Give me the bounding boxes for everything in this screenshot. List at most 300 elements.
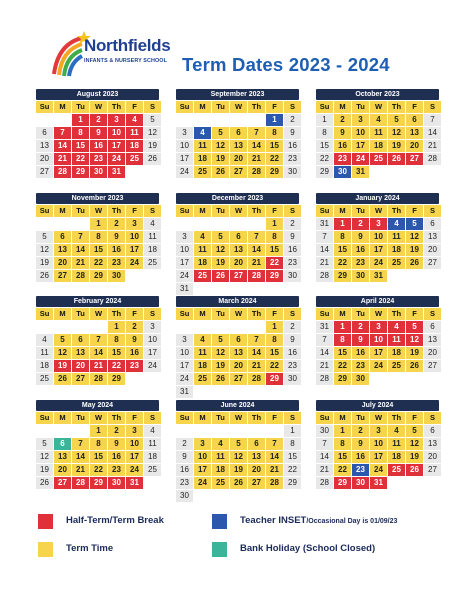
month-calendar: [36, 296, 159, 385]
empty-day-cell: [248, 321, 265, 333]
weekday-header: Th: [248, 308, 265, 320]
day-cell: 16: [90, 140, 107, 152]
month-title: September 2023: [176, 89, 299, 100]
day-cell: 5: [54, 334, 71, 346]
day-cell: 10: [370, 231, 387, 243]
day-cell: 10: [144, 334, 161, 346]
month-day-grid: [316, 308, 441, 385]
day-cell: 5: [406, 321, 423, 333]
day-cell: 19: [406, 244, 423, 256]
day-cell: 16: [284, 347, 301, 359]
day-cell: 11: [212, 451, 229, 463]
weekday-header: Tu: [72, 101, 89, 113]
day-cell: 20: [424, 451, 441, 463]
day-cell: 1: [266, 114, 283, 126]
day-cell: 16: [126, 347, 143, 359]
day-cell: 25: [370, 153, 387, 165]
day-cell: 12: [406, 438, 423, 450]
empty-day-cell: [212, 386, 229, 398]
empty-day-cell: [284, 490, 301, 502]
day-cell: 4: [212, 438, 229, 450]
empty-day-cell: [248, 283, 265, 295]
weekday-header: S: [424, 101, 441, 113]
day-cell: 22: [316, 153, 333, 165]
day-cell: 18: [36, 360, 53, 372]
weekday-header: Su: [176, 412, 193, 424]
day-cell: 3: [194, 438, 211, 450]
month-day-grid: [36, 205, 161, 282]
day-cell: 20: [72, 360, 89, 372]
day-cell: 24: [176, 373, 193, 385]
day-cell: 6: [424, 218, 441, 230]
empty-day-cell: [54, 114, 71, 126]
day-cell: 31: [176, 283, 193, 295]
day-cell: 31: [176, 386, 193, 398]
day-cell: 30: [352, 477, 369, 489]
day-cell: 22: [266, 360, 283, 372]
day-cell: 12: [212, 347, 229, 359]
day-cell: 12: [212, 244, 229, 256]
day-cell: 9: [108, 438, 125, 450]
day-cell: 26: [388, 153, 405, 165]
day-cell: 14: [316, 244, 333, 256]
empty-day-cell: [212, 218, 229, 230]
weekday-header: W: [370, 205, 387, 217]
empty-day-cell: [406, 166, 423, 178]
day-cell: 9: [108, 231, 125, 243]
day-cell: 15: [72, 140, 89, 152]
day-cell: 26: [212, 166, 229, 178]
empty-day-cell: [406, 373, 423, 385]
day-cell: 1: [334, 218, 351, 230]
day-cell: 30: [284, 270, 301, 282]
day-cell: 10: [126, 231, 143, 243]
day-cell: 24: [176, 270, 193, 282]
weekday-header: M: [194, 308, 211, 320]
day-cell: 1: [72, 114, 89, 126]
day-cell: 23: [90, 153, 107, 165]
day-cell: 3: [126, 425, 143, 437]
day-cell: 11: [36, 347, 53, 359]
day-cell: 23: [126, 360, 143, 372]
month-title: March 2024: [176, 296, 299, 307]
day-cell: 3: [176, 334, 193, 346]
month-day-grid: [176, 101, 301, 178]
day-cell: 14: [316, 347, 333, 359]
day-cell: 7: [316, 438, 333, 450]
day-cell: 23: [108, 257, 125, 269]
empty-day-cell: [144, 270, 161, 282]
day-cell: 27: [424, 360, 441, 372]
day-cell: 13: [36, 140, 53, 152]
day-cell: 15: [266, 140, 283, 152]
legend-label: Half-Term/Term Break: [66, 515, 164, 526]
day-cell: 17: [108, 140, 125, 152]
day-cell: 1: [316, 114, 333, 126]
day-cell: 19: [212, 153, 229, 165]
day-cell: 27: [230, 270, 247, 282]
empty-day-cell: [266, 425, 283, 437]
day-cell: 10: [194, 451, 211, 463]
day-cell: 21: [424, 140, 441, 152]
empty-day-cell: [212, 490, 229, 502]
day-cell: 19: [406, 451, 423, 463]
day-cell: 21: [316, 360, 333, 372]
day-cell: 18: [194, 360, 211, 372]
day-cell: 4: [126, 114, 143, 126]
day-cell: 31: [352, 166, 369, 178]
day-cell: 23: [284, 257, 301, 269]
day-cell: 31: [108, 166, 125, 178]
day-cell: 23: [108, 464, 125, 476]
day-cell: 31: [316, 321, 333, 333]
day-cell: 20: [424, 347, 441, 359]
day-cell: 9: [352, 231, 369, 243]
day-cell: 4: [194, 334, 211, 346]
day-cell: 28: [248, 166, 265, 178]
month-calendar: [176, 193, 299, 295]
day-cell: 8: [72, 127, 89, 139]
day-cell: 9: [284, 334, 301, 346]
weekday-header: W: [90, 308, 107, 320]
day-cell: 9: [284, 127, 301, 139]
day-cell: 16: [352, 451, 369, 463]
day-cell: 19: [212, 257, 229, 269]
empty-day-cell: [54, 425, 71, 437]
empty-day-cell: [54, 218, 71, 230]
day-cell: 22: [334, 257, 351, 269]
weekday-header: M: [54, 308, 71, 320]
day-cell: 21: [248, 360, 265, 372]
day-cell: 3: [176, 231, 193, 243]
day-cell: 28: [266, 477, 283, 489]
month-calendar: [36, 89, 159, 178]
day-cell: 2: [176, 438, 193, 450]
term-time-swatch: [38, 542, 53, 557]
weekday-header: Th: [388, 308, 405, 320]
day-cell: 16: [352, 244, 369, 256]
empty-day-cell: [424, 166, 441, 178]
day-cell: 28: [424, 153, 441, 165]
day-cell: 12: [212, 140, 229, 152]
day-cell: 4: [388, 218, 405, 230]
school-tagline: INFANTS & NURSERY SCHOOL: [84, 58, 167, 64]
day-cell: 14: [90, 347, 107, 359]
weekday-header: M: [334, 412, 351, 424]
day-cell: 7: [54, 127, 71, 139]
month-calendar: [176, 89, 299, 178]
weekday-header: Su: [176, 205, 193, 217]
day-cell: 29: [284, 477, 301, 489]
weekday-header: Tu: [72, 412, 89, 424]
day-cell: 14: [72, 244, 89, 256]
legend-label: Bank Holiday (School Closed): [240, 543, 376, 554]
day-cell: 5: [388, 114, 405, 126]
empty-day-cell: [248, 218, 265, 230]
weekday-header: M: [334, 101, 351, 113]
day-cell: 7: [72, 231, 89, 243]
day-cell: 16: [284, 244, 301, 256]
legend-label: Term Time: [66, 543, 114, 554]
day-cell: 2: [284, 218, 301, 230]
day-cell: 26: [212, 270, 229, 282]
day-cell: 11: [194, 140, 211, 152]
day-cell: 23: [284, 153, 301, 165]
day-cell: 25: [388, 464, 405, 476]
day-cell: 18: [388, 244, 405, 256]
day-cell: 14: [424, 127, 441, 139]
day-cell: 24: [108, 153, 125, 165]
day-cell: 7: [248, 231, 265, 243]
day-cell: 20: [406, 140, 423, 152]
day-cell: 22: [90, 464, 107, 476]
day-cell: 4: [370, 114, 387, 126]
day-cell: 27: [424, 257, 441, 269]
month-calendar: [36, 193, 159, 282]
weekday-header: F: [266, 205, 283, 217]
legend-label: [240, 515, 397, 526]
month-calendar: [316, 296, 439, 385]
day-cell: 9: [352, 438, 369, 450]
day-cell: 27: [248, 477, 265, 489]
day-cell: 4: [388, 321, 405, 333]
day-cell: 27: [230, 373, 247, 385]
weekday-header: Su: [36, 205, 53, 217]
day-cell: 2: [108, 425, 125, 437]
day-cell: 28: [90, 373, 107, 385]
day-cell: 2: [352, 218, 369, 230]
day-cell: 21: [248, 153, 265, 165]
day-cell: 3: [370, 321, 387, 333]
empty-day-cell: [36, 218, 53, 230]
weekday-header: Th: [108, 101, 125, 113]
day-cell: 1: [334, 425, 351, 437]
weekday-header: M: [194, 412, 211, 424]
day-cell: 13: [230, 140, 247, 152]
empty-day-cell: [424, 373, 441, 385]
day-cell: 26: [406, 464, 423, 476]
empty-day-cell: [424, 270, 441, 282]
day-cell: 15: [266, 347, 283, 359]
empty-day-cell: [230, 386, 247, 398]
day-cell: 4: [388, 425, 405, 437]
day-cell: 21: [266, 464, 283, 476]
month-title: July 2024: [316, 400, 439, 411]
day-cell: 9: [334, 127, 351, 139]
weekday-header: F: [126, 101, 143, 113]
empty-day-cell: [248, 490, 265, 502]
day-cell: 24: [370, 257, 387, 269]
day-cell: 31: [370, 270, 387, 282]
empty-day-cell: [194, 283, 211, 295]
day-cell: 11: [144, 438, 161, 450]
weekday-header: Tu: [352, 101, 369, 113]
weekday-header: Su: [36, 101, 53, 113]
empty-day-cell: [230, 218, 247, 230]
day-cell: 15: [334, 347, 351, 359]
month-title: June 2024: [176, 400, 299, 411]
day-cell: 30: [284, 373, 301, 385]
day-cell: 10: [352, 127, 369, 139]
day-cell: 2: [352, 425, 369, 437]
day-cell: 8: [334, 231, 351, 243]
weekday-header: Tu: [212, 101, 229, 113]
day-cell: 6: [424, 321, 441, 333]
day-cell: 11: [370, 127, 387, 139]
weekday-header: Th: [388, 205, 405, 217]
month-title: January 2024: [316, 193, 439, 204]
day-cell: 28: [316, 477, 333, 489]
day-cell: 28: [248, 270, 265, 282]
day-cell: 26: [36, 270, 53, 282]
month-title: May 2024: [36, 400, 159, 411]
day-cell: 25: [144, 257, 161, 269]
day-cell: 8: [334, 334, 351, 346]
day-cell: 7: [266, 438, 283, 450]
day-cell: 25: [212, 477, 229, 489]
day-cell: 18: [194, 257, 211, 269]
day-cell: 31: [370, 477, 387, 489]
day-cell: 19: [406, 347, 423, 359]
month-calendar: [36, 400, 159, 489]
day-cell: 17: [370, 244, 387, 256]
weekday-header: M: [334, 308, 351, 320]
empty-day-cell: [194, 425, 211, 437]
weekday-header: M: [54, 205, 71, 217]
empty-day-cell: [266, 490, 283, 502]
day-cell: 15: [334, 244, 351, 256]
day-cell: 6: [54, 438, 71, 450]
day-cell: 1: [90, 218, 107, 230]
empty-day-cell: [54, 321, 71, 333]
day-cell: 25: [144, 464, 161, 476]
day-cell: 1: [266, 218, 283, 230]
empty-day-cell: [248, 425, 265, 437]
day-cell: 28: [316, 270, 333, 282]
day-cell: 22: [266, 257, 283, 269]
weekday-header: S: [424, 308, 441, 320]
day-cell: 24: [370, 464, 387, 476]
day-cell: 30: [176, 490, 193, 502]
school-logo: [50, 28, 170, 78]
day-cell: 2: [108, 218, 125, 230]
empty-day-cell: [388, 477, 405, 489]
day-cell: 28: [72, 477, 89, 489]
day-cell: 19: [36, 257, 53, 269]
day-cell: 17: [194, 464, 211, 476]
day-cell: 9: [176, 451, 193, 463]
day-cell: 19: [54, 360, 71, 372]
empty-day-cell: [144, 477, 161, 489]
empty-day-cell: [36, 114, 53, 126]
weekday-header: S: [424, 412, 441, 424]
day-cell: 20: [248, 464, 265, 476]
day-cell: 10: [176, 347, 193, 359]
month-title: November 2023: [36, 193, 159, 204]
month-day-grid: [316, 412, 441, 489]
weekday-header: Su: [316, 412, 333, 424]
day-cell: 23: [334, 153, 351, 165]
day-cell: 1: [334, 321, 351, 333]
month-day-grid: [176, 308, 301, 398]
day-cell: 11: [194, 244, 211, 256]
day-cell: 28: [316, 373, 333, 385]
day-cell: 17: [176, 153, 193, 165]
day-cell: 3: [370, 425, 387, 437]
day-cell: 17: [176, 360, 193, 372]
empty-day-cell: [370, 166, 387, 178]
day-cell: 18: [144, 451, 161, 463]
weekday-header: F: [406, 412, 423, 424]
day-cell: 8: [316, 127, 333, 139]
day-cell: 29: [266, 373, 283, 385]
empty-day-cell: [230, 321, 247, 333]
day-cell: 1: [266, 321, 283, 333]
day-cell: 11: [388, 438, 405, 450]
day-cell: 29: [316, 166, 333, 178]
day-cell: 5: [230, 438, 247, 450]
empty-day-cell: [284, 283, 301, 295]
weekday-header: S: [284, 308, 301, 320]
empty-day-cell: [388, 166, 405, 178]
day-cell: 3: [176, 127, 193, 139]
day-cell: 6: [248, 438, 265, 450]
day-cell: 24: [126, 257, 143, 269]
day-cell: 25: [388, 360, 405, 372]
day-cell: 19: [144, 140, 161, 152]
day-cell: 12: [36, 244, 53, 256]
weekday-header: Su: [36, 412, 53, 424]
empty-day-cell: [176, 321, 193, 333]
day-cell: 18: [388, 451, 405, 463]
weekday-header: S: [424, 205, 441, 217]
day-cell: 6: [424, 425, 441, 437]
weekday-header: Su: [316, 205, 333, 217]
day-cell: 21: [72, 464, 89, 476]
day-cell: 25: [194, 373, 211, 385]
weekday-header: Tu: [212, 205, 229, 217]
day-cell: 29: [334, 477, 351, 489]
day-cell: 17: [126, 451, 143, 463]
day-cell: 3: [144, 321, 161, 333]
day-cell: 7: [424, 114, 441, 126]
weekday-header: S: [284, 412, 301, 424]
weekday-header: W: [370, 308, 387, 320]
day-cell: 3: [108, 114, 125, 126]
day-cell: 3: [352, 114, 369, 126]
day-cell: 9: [352, 334, 369, 346]
day-cell: 23: [284, 360, 301, 372]
day-cell: 21: [90, 360, 107, 372]
day-cell: 14: [248, 244, 265, 256]
day-cell: 24: [370, 360, 387, 372]
day-cell: 25: [194, 270, 211, 282]
weekday-header: Su: [36, 308, 53, 320]
day-cell: 30: [108, 477, 125, 489]
day-cell: 17: [126, 244, 143, 256]
day-cell: 27: [230, 166, 247, 178]
empty-day-cell: [36, 425, 53, 437]
weekday-header: M: [54, 101, 71, 113]
weekday-header: S: [284, 101, 301, 113]
day-cell: 11: [126, 127, 143, 139]
day-cell: 2: [284, 321, 301, 333]
day-cell: 6: [230, 127, 247, 139]
month-calendar: [176, 400, 299, 502]
day-cell: 4: [144, 425, 161, 437]
day-cell: 16: [108, 244, 125, 256]
month-title: February 2024: [36, 296, 159, 307]
